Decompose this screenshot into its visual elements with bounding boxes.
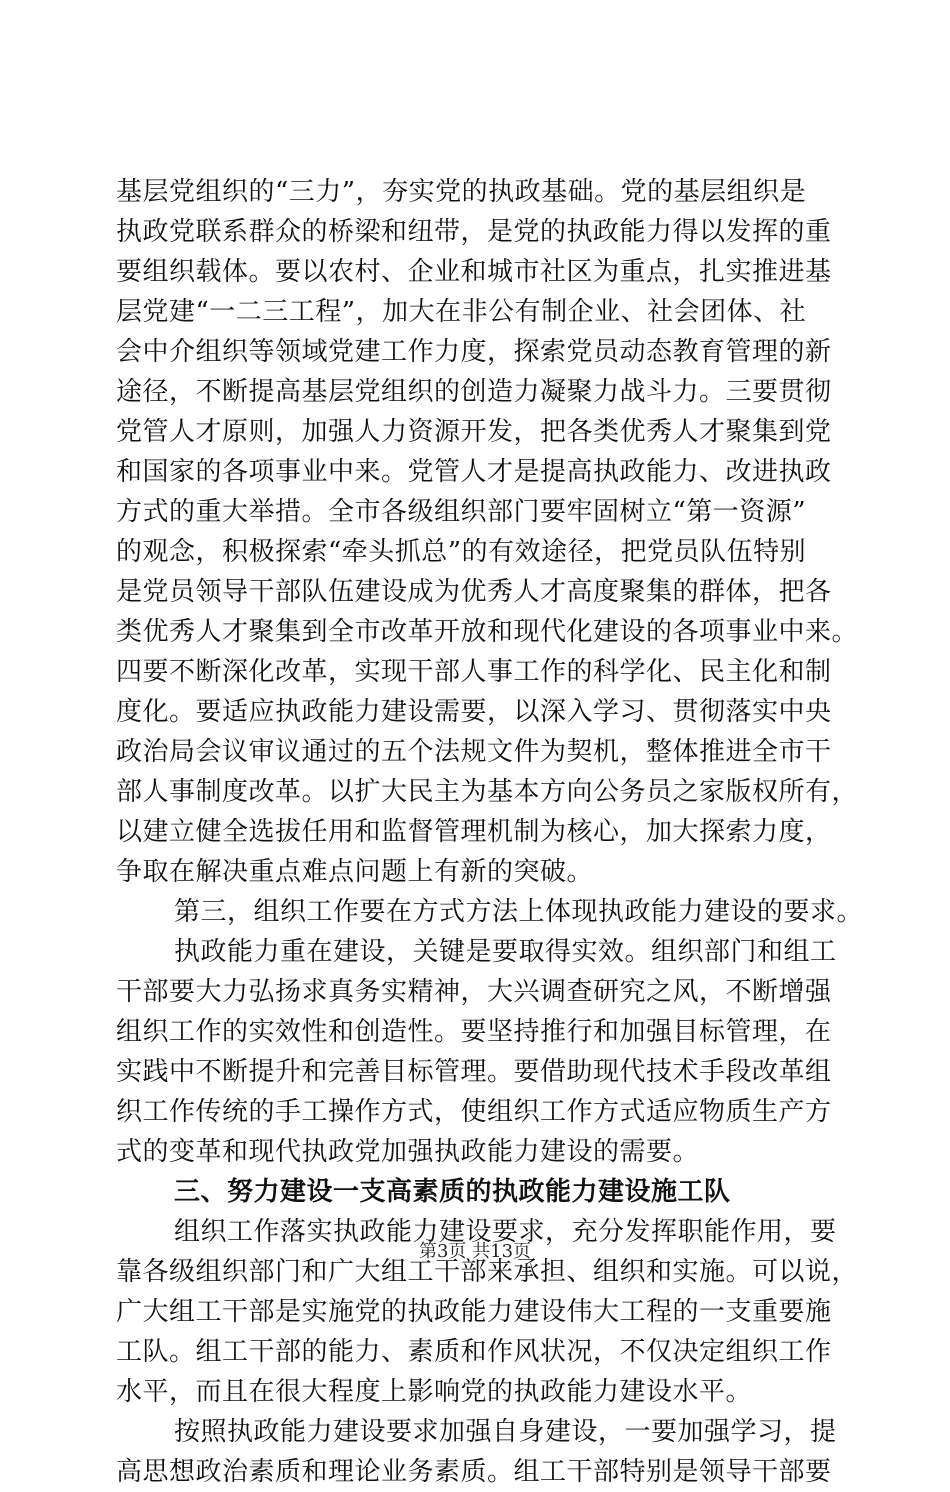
text-line: 的观念，积极探索“牵头抓总”的有效途径，把党员队伍特别 xyxy=(116,537,807,567)
text-line: 干部要大力弘扬求真务实精神，大兴调查研究之风，不断增强 xyxy=(116,977,832,1007)
text-line: 水平，而且在很大程度上影响党的执政能力建设水平。 xyxy=(116,1377,753,1407)
text-line: 靠各级组织部门和广大组工干部来承担、组织和实施。可以说， xyxy=(116,1257,859,1287)
page-number-footer: 第3页 共13页 xyxy=(418,1241,532,1262)
text-line: 要组织载体。要以农村、企业和城市社区为重点，扎实推进基 xyxy=(116,257,832,287)
text-line: 是党员领导干部队伍建设成为优秀人才高度聚集的群体，把各 xyxy=(116,577,832,607)
text-line: 途径，不断提高基层党组织的创造力凝聚力战斗力。三要贯彻 xyxy=(116,377,832,407)
text-line: 度化。要适应执政能力建设需要，以深入学习、贯彻落实中央 xyxy=(116,697,832,727)
text-line: 广大组工干部是实施党的执政能力建设伟大工程的一支重要施 xyxy=(116,1297,832,1327)
text-line: 基层党组织的“三力”，夯实党的执政基础。党的基层组织是 xyxy=(116,177,807,207)
text-line: 政治局会议审议通过的五个法规文件为契机，整体推进全市干 xyxy=(116,737,832,767)
text-line: 高思想政治素质和理论业务素质。组工干部特别是领导干部要 xyxy=(116,1457,832,1487)
text-line: 四要不断深化改革，实现干部人事工作的科学化、民主化和制 xyxy=(116,657,832,687)
text-line: 争取在解决重点难点问题上有新的突破。 xyxy=(116,857,594,887)
text-line: 实践中不断提升和完善目标管理。要借助现代技术手段改革组 xyxy=(116,1057,832,1087)
text-line: 会中介组织等领域党建工作力度，探索党员动态教育管理的新 xyxy=(116,337,832,367)
text-line: 类优秀人才聚集到全市改革开放和现代化建设的各项事业中来。 xyxy=(116,617,859,647)
text-line: 和国家的各项事业中来。党管人才是提高执政能力、改进执政 xyxy=(116,457,832,487)
body-text xyxy=(116,172,864,1492)
text-line: 式的变革和现代执政党加强执政能力建设的需要。 xyxy=(116,1137,700,1167)
paragraph-first-line: 第三，组织工作要在方式方法上体现执政能力建设的要求。 xyxy=(174,897,864,927)
text-line: 方式的重大举措。全市各级组织部门要牢固树立“第一资源” xyxy=(116,497,807,527)
text-line: 层党建“一二三工程”，加大在非公有制企业、社会团体、社 xyxy=(116,297,807,327)
paragraph-first-line: 组织工作落实执政能力建设要求，充分发挥职能作用，要 xyxy=(174,1217,837,1247)
text-line: 部人事制度改革。以扩大民主为基本方向公务员之家版权所有， xyxy=(116,777,859,807)
text-line: 以建立健全选拔任用和监督管理机制为核心，加大探索力度， xyxy=(116,817,832,847)
section-heading: 三、努力建设一支高素质的执政能力建设施工队 xyxy=(174,1177,731,1207)
paragraph-first-line: 执政能力重在建设，关键是要取得实效。组织部门和组工 xyxy=(174,937,837,967)
paragraph-first-line: 按照执政能力建设要求加强自身建设，一要加强学习，提 xyxy=(174,1417,837,1447)
text-line: 党管人才原则，加强人力资源开发，把各类优秀人才聚集到党 xyxy=(116,417,832,447)
text-line: 执政党联系群众的桥梁和纽带，是党的执政能力得以发挥的重 xyxy=(116,217,832,247)
text-line: 工队。组工干部的能力、素质和作风状况，不仅决定组织工作 xyxy=(116,1337,832,1367)
text-line: 织工作传统的手工操作方式，使组织工作方式适应物质生产方 xyxy=(116,1097,832,1127)
text-line: 组织工作的实效性和创造性。要坚持推行和加强目标管理，在 xyxy=(116,1017,832,1047)
